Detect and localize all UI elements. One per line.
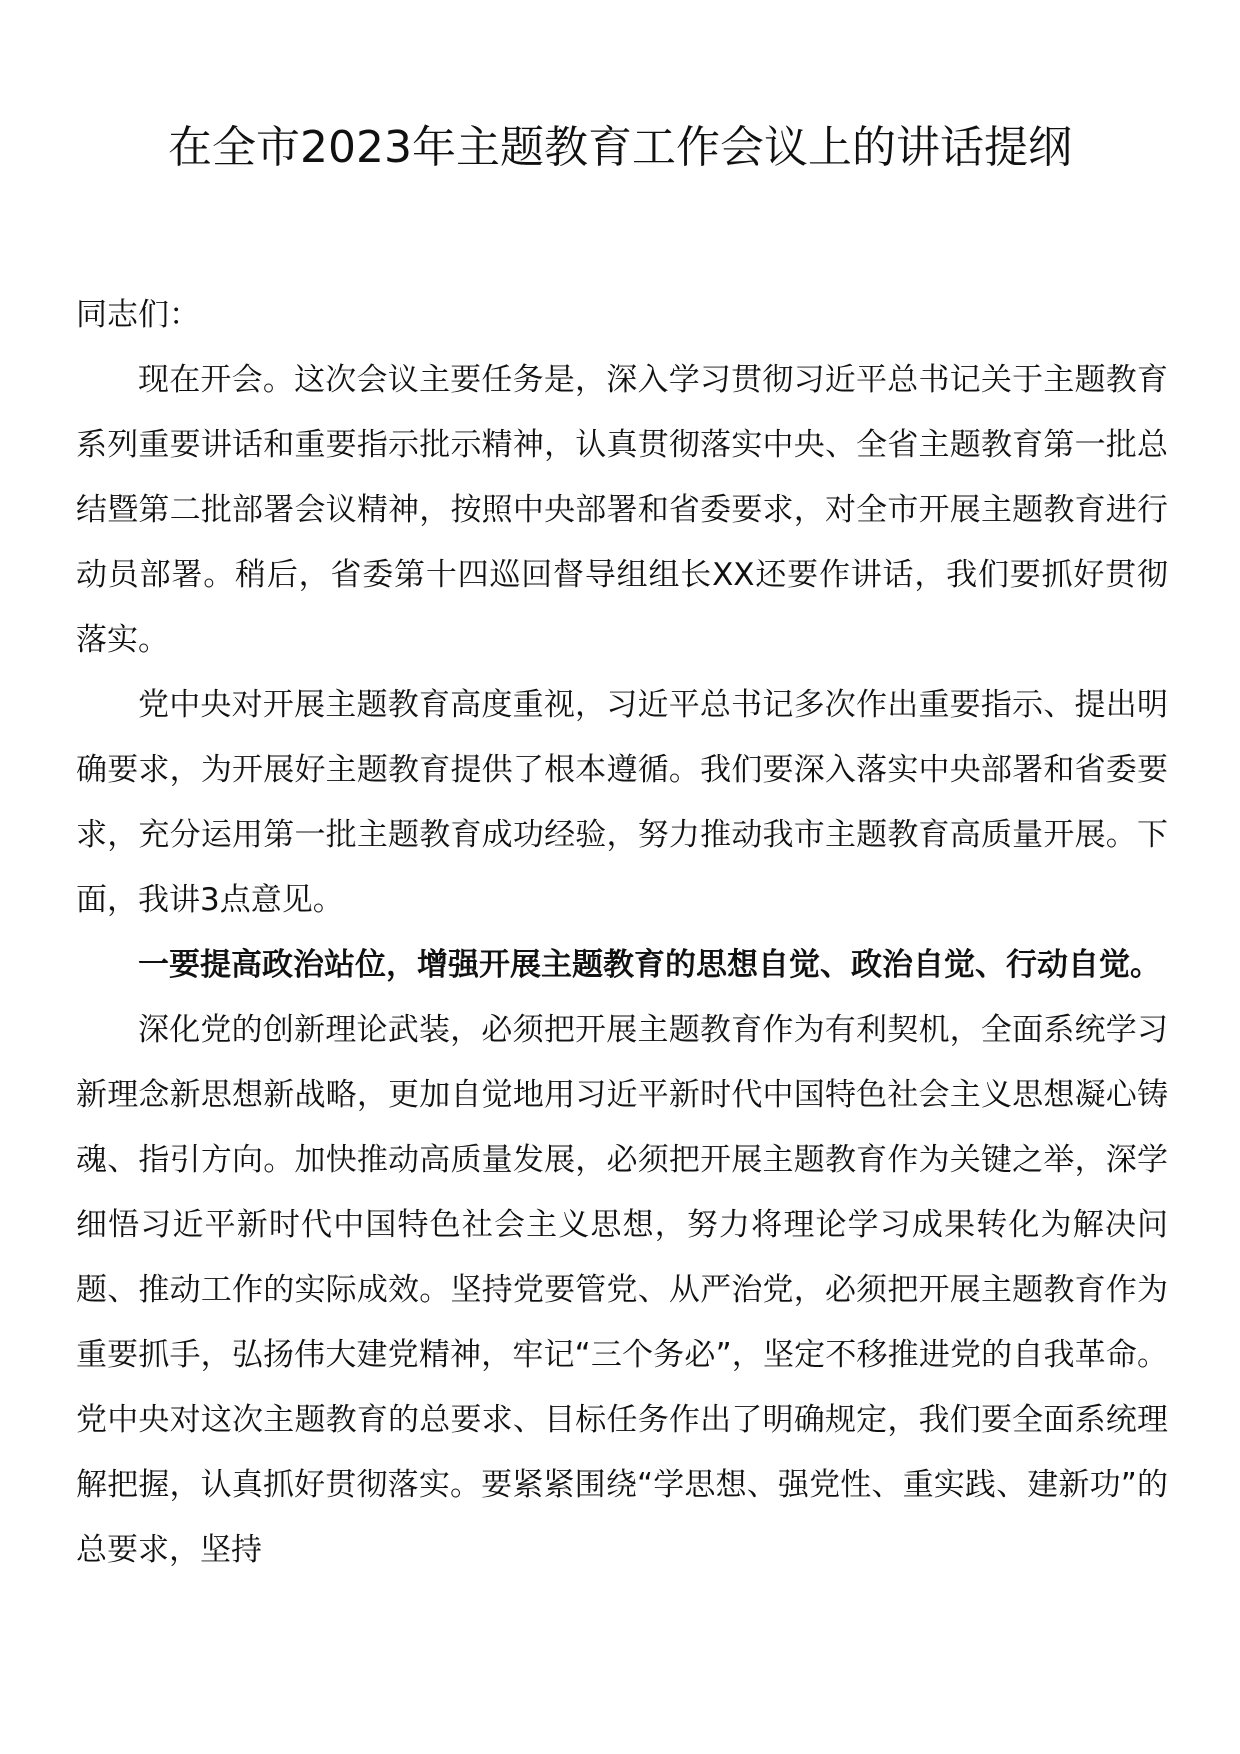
salutation: 同志们：: [76, 297, 200, 333]
paragraph-context: 党中央对开展主题教育高度重视，习近平总书记多次作出重要指示、提出明确要求，为开展好主题教育提供了根本遵循。我们要深入落实中央部署和省委要求，充分运用第一批主题教育成功经验，努力推动我市主题教育高质量开展。下面，我讲3点意见。: [76, 687, 1168, 918]
document-body: [76, 283, 1168, 1583]
paragraph-section-1: 深化党的创新理论武装，必须把开展主题教育作为有利契机，全面系统学习新理念新思想新战略，更加自觉地用习近平新时代中国特色社会主义思想凝心铸魂、指引方向。加快推动高质量发展，必须把开展主题教育作为关键之举，深学细悟习近平新时代中国特色社会主义思想，努力将理论学习成果转化为解决问题、推动工作的实际成效。坚持党要管党、从严治党，必须把开展主题教育作为重要抓手，弘扬伟大建党精神，牢记“三个务必”，坚定不移推进党的自我革命。党中央对这次主题教育的总要求、目标任务作出了明确规定，我们要全面系统理解把握，认真抓好贯彻落实。要紧紧围绕“学思想、强党性、重实践、建新功”的总要求，坚持: [76, 1012, 1168, 1568]
paragraph-opening: 现在开会。这次会议主要任务是，深入学习贯彻习近平总书记关于主题教育系列重要讲话和重要指示批示精神，认真贯彻落实中央、全省主题教育第一批总结暨第二批部署会议精神，按照中央部署和省委要求，对全市开展主题教育进行动员部署。稍后，省委第十四巡回督导组组长XX还要作讲话，我们要抓好贯彻落实。: [76, 362, 1168, 658]
document-title: 在全市2023年主题教育工作会议上的讲话提纲: [168, 122, 1072, 173]
section-heading-1: 一要提高政治站位，增强开展主题教育的思想自觉、政治自觉、行动自觉。: [138, 947, 1161, 983]
